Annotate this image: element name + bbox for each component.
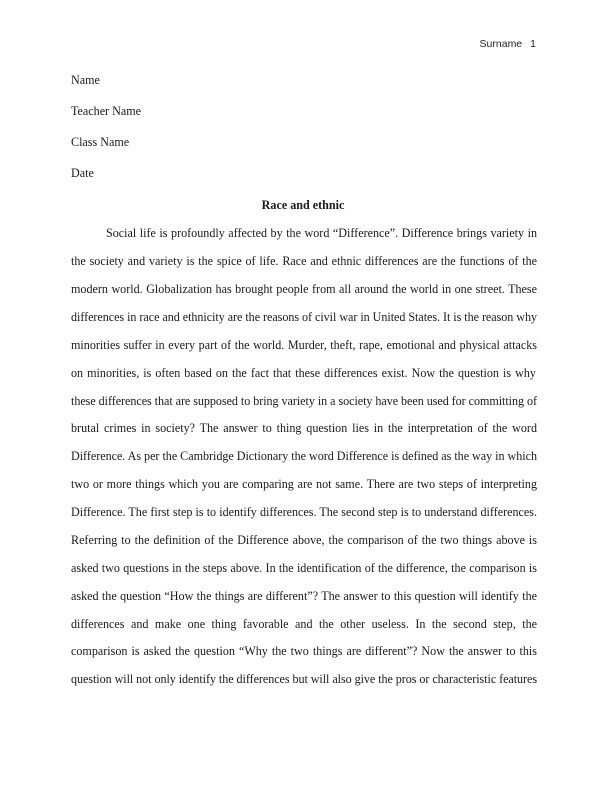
header-page-number: 1 xyxy=(530,38,536,50)
body-line: minorities suffer in every part of the world. Murder, theft, rape, emotional and physical attacks xyxy=(71,338,537,352)
body-line: Difference. The first step is to identify differences. The second step is to understand differences. xyxy=(71,505,537,519)
body-line: these differences that are supposed to bring variety in a society have been used for committing of xyxy=(71,394,537,408)
body-line: modern world. Globalization has brought people from all around the world in one street. These xyxy=(71,282,537,296)
teacher-name: Teacher Name xyxy=(71,104,141,118)
body-line: Social life is profoundly affected by the word “Difference”. Difference brings variety in xyxy=(106,226,537,240)
body-line: brutal crimes in society? The answer to thing question lies in the interpretation of the word xyxy=(71,421,537,435)
header-surname: Surname xyxy=(479,38,523,50)
body-line: two or more things which you are comparing are not same. There are two steps of interpreting xyxy=(71,477,537,491)
body-line: asked the question “How the things are different”? The answer to this question will identify the xyxy=(71,589,537,603)
running-header xyxy=(480,38,536,50)
body-line: Difference. As per the Cambridge Dictionary the word Difference is defined as the way in which xyxy=(71,449,538,463)
class-name: Class Name xyxy=(71,135,130,149)
student-name: Name xyxy=(71,73,100,87)
body-line: on minorities, is often based on the fact that these differences exist. Now the question is why xyxy=(71,366,536,380)
body-line: comparison is asked the question “Why the two things are different”? Now the answer to this xyxy=(71,644,537,658)
body-line: the society and variety is the spice of life. Race and ethnic differences are the functions of the xyxy=(71,254,537,268)
date: Date xyxy=(71,166,94,180)
body-line: question will not only identify the differences but will also give the pros or characteristic features xyxy=(71,672,537,686)
body-line: differences and make one thing favorable and the other useless. In the second step, the xyxy=(71,617,537,631)
body-line: differences in race and ethnicity are the reasons of civil war in United States. It is the reason why xyxy=(71,310,537,324)
body-line: Referring to the definition of the Difference above, the comparison of the two things above is xyxy=(71,533,537,547)
body-line: asked two questions in the steps above. In the identification of the difference, the comparison is xyxy=(71,561,537,575)
essay-title: Race and ethnic xyxy=(261,198,345,212)
